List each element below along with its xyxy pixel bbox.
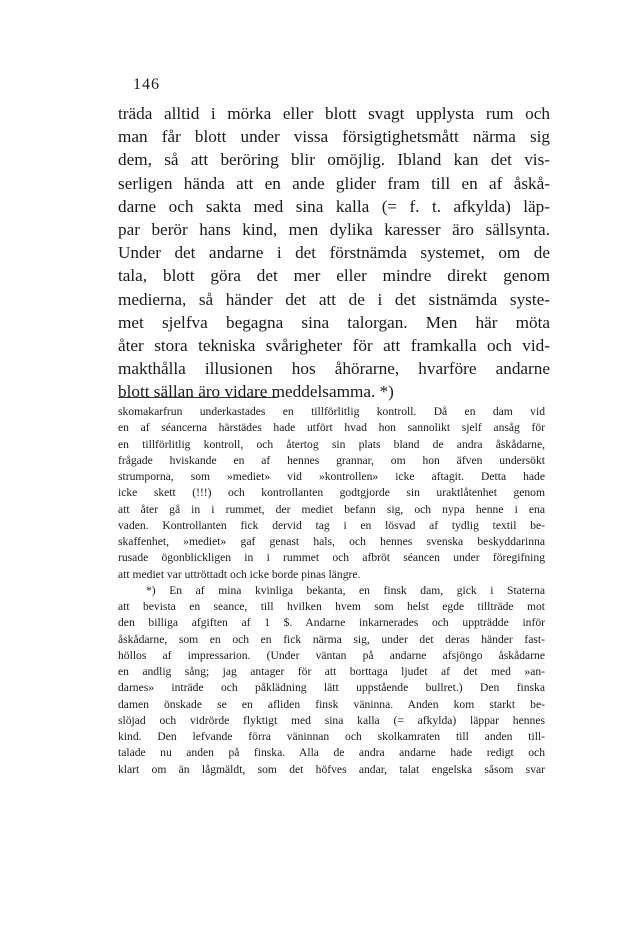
footnote-line: *) En af mina kvinliga bekanta, en finsk dam, gick i Staterna (146, 583, 545, 597)
footnote-line: strumporna, som »mediet» vid »kontrollen» icke aftagit. Detta hade (118, 470, 545, 483)
footnote-line: klart om än lågmäldt, som det höfves andar, talat engelska såsom svar (118, 762, 545, 776)
footnote-line: höllos af impressarion. (Under väntan på andarne afsjöngo åskådarne (118, 648, 545, 662)
main-text-line: met sjelfva begagna sina talorgan. Men här möta (118, 312, 550, 332)
footnote-line: frågade hviskande en af hennes grannar, om hon äfven undersökt (118, 453, 545, 467)
footnote-line: vaden. Kontrollanten fick dervid tag i en lösvad af tydlig textil be- (118, 518, 545, 532)
footnote-line: skaffenhet, »mediet» gaf genast hals, och hennes svenska beskyddarinna (118, 535, 545, 548)
footnote-line: icke skett (!!!) och kontrollanten godtgjorde sin uraktlåtenhet genom (118, 486, 545, 500)
footnote-line: skomakarfrun underkastades en tillförlitlig kontroll. Då en dam vid (118, 405, 545, 418)
main-text-line: par berör hans kind, men dylika karesser äro sällsynta. (118, 219, 550, 239)
main-text-line: serligen hända att en ande glider fram till en af åskå- (118, 173, 550, 193)
footnote-line: den billiga afgiften af 1 $. Andarne inkarnerades och uppträdde inför (118, 616, 545, 630)
footnote-line: rusade ögonblickligen in i rummet och afbröt séancen under föregifning (118, 551, 545, 565)
main-text-line: medierna, så händer det att de i det sistnämda syste- (118, 289, 550, 309)
footnote-line: en tillförlitlig kontroll, och återtog sin plats bland de andra åskådarne, (118, 437, 545, 451)
footnote-line: att åter gå in i rummet, der mediet befann sig, och nypa henne i ena (118, 502, 545, 516)
footnote-line: slöjad och vidrörde flyktigt med sina kalla (= afkylda) läppar hennes (118, 713, 545, 727)
footnote-separator-rule (118, 397, 278, 398)
main-text-line: darne och sakta med sina kalla (= f. t. afkylda) läp- (118, 196, 550, 216)
footnotes-block (118, 404, 545, 778)
footnote-line: att mediet var uttröttadt och icke borde pinas längre. (118, 567, 361, 581)
footnote-line: att bevista en seance, till hvilken hvem som helst egde tillträde mot (118, 600, 545, 613)
main-text-line: man får blott under vissa försigtighetsmått närma sig (118, 127, 550, 147)
footnote-line: åskådarne, som en och en fick närma sig, under det deras händer fast- (118, 632, 545, 646)
main-text-block (118, 102, 550, 403)
main-text-line: blott sällan äro vidare meddelsamma. *) (118, 382, 394, 402)
footnote-line: kind. Den lefvande förra väninnan och skolkamraten till anden till- (118, 730, 545, 743)
main-text-line: tala, blott göra det mer eller mindre direkt genom (118, 266, 550, 286)
main-text-line: åter stora tekniska svårigheter för att framkalla och vid- (118, 335, 550, 355)
main-text-line: dem, så att beröring blir omöjlig. Ibland kan det vis- (118, 150, 550, 170)
main-text-line: makthålla illusionen hos åhörarne, hvarföre andarne (118, 359, 550, 379)
page-number: 146 (133, 76, 160, 93)
main-text-line: Under det andarne i det förstnämda systemet, om de (118, 243, 550, 263)
footnote-line: darnes» inträde och påklädning lätt uppstående bullret.) Den finska (118, 681, 545, 695)
footnote-line: en af séancerna härstädes hade utfört hvad hon sannolikt sjelf ansåg för (118, 421, 545, 435)
footnote-line: damen önskade se en afliden finsk väninna. Anden kom starkt be- (118, 697, 545, 711)
main-text-line: träda alltid i mörka eller blott svagt upplysta rum och (118, 104, 550, 123)
footnote-line: talade nu anden på finska. Alla de andra andarne hade redigt och (118, 746, 545, 760)
footnote-line: en andlig sång; jag antager för att borttaga ljudet af det med »an- (118, 665, 545, 678)
